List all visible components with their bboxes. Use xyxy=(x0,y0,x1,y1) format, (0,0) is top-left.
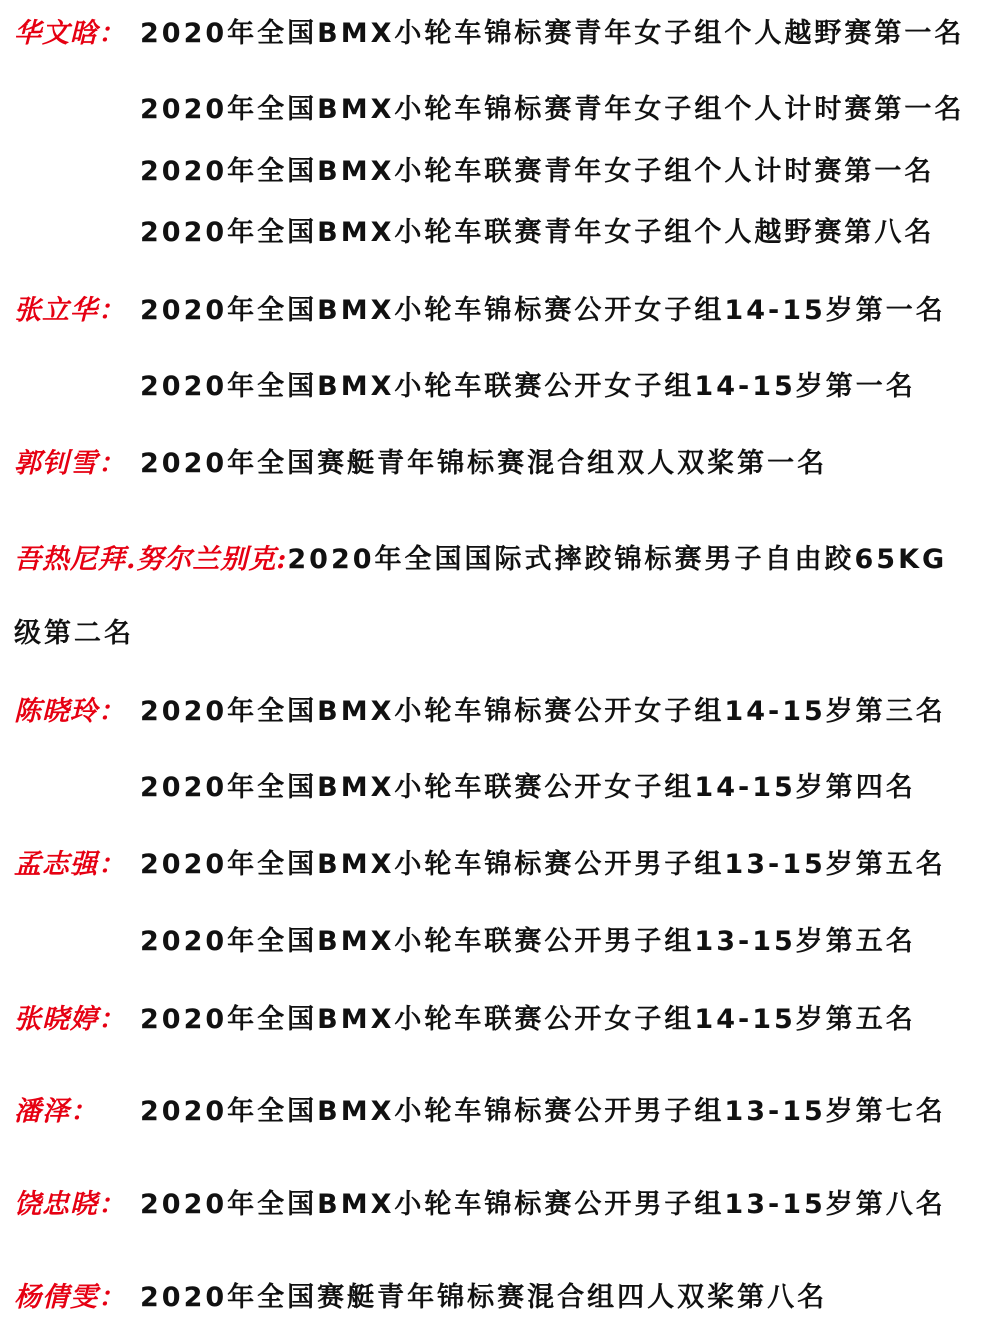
achievement-text: 2020年全国BMX小轮车锦标赛公开男子组13-15岁第五名 xyxy=(140,849,946,880)
achievement-text: 2020年全国BMX小轮车锦标赛公开男子组13-15岁第八名 xyxy=(140,1189,946,1220)
achievement-text: 2020年全国BMX小轮车锦标赛公开女子组14-15岁第一名 xyxy=(140,295,946,326)
athlete-name: 杨倩雯： xyxy=(14,1282,126,1313)
achievement-text: 2020年全国赛艇青年锦标赛混合组双人双桨第一名 xyxy=(140,448,828,479)
athlete-name: 潘泽： xyxy=(14,1096,98,1127)
achievement-text: 2020年全国BMX小轮车联赛青年女子组个人越野赛第八名 xyxy=(140,217,935,248)
achievement-text: 2020年全国国际式摔跤锦标赛男子自由跤65KG xyxy=(287,544,948,575)
athlete-name-inline xyxy=(14,540,947,580)
achievement-text: 2020年全国BMX小轮车锦标赛青年女子组个人计时赛第一名 xyxy=(140,94,965,125)
achievement-text: 2020年全国BMX小轮车联赛青年女子组个人计时赛第一名 xyxy=(140,156,935,187)
achievement-text: 2020年全国BMX小轮车锦标赛公开女子组14-15岁第三名 xyxy=(140,696,946,727)
athlete-name: 张晓婷： xyxy=(14,1004,126,1035)
achievement-text: 2020年全国赛艇青年锦标赛混合组四人双桨第八名 xyxy=(140,1282,828,1313)
achievement-text: 级第二名 xyxy=(14,618,134,649)
achievement-text: 2020年全国BMX小轮车联赛公开女子组14-15岁第四名 xyxy=(140,772,916,803)
athlete-name: 吾热尼拜.努尔兰别克: xyxy=(14,544,288,575)
achievement-text: 2020年全国BMX小轮车联赛公开女子组14-15岁第五名 xyxy=(140,1004,916,1035)
achievement-text: 2020年全国BMX小轮车联赛公开女子组14-15岁第一名 xyxy=(140,371,916,402)
athlete-name: 华文晗： xyxy=(14,18,126,49)
achievement-text: 2020年全国BMX小轮车联赛公开男子组13-15岁第五名 xyxy=(140,926,916,957)
athlete-name: 饶忠晓： xyxy=(14,1189,126,1220)
athlete-name: 陈晓玲： xyxy=(14,696,126,727)
athlete-name: 孟志强： xyxy=(14,849,126,880)
achievement-text: 2020年全国BMX小轮车锦标赛公开男子组13-15岁第七名 xyxy=(140,1096,946,1127)
athlete-name: 郭钊雪： xyxy=(14,448,126,479)
achievement-text: 2020年全国BMX小轮车锦标赛青年女子组个人越野赛第一名 xyxy=(140,18,965,49)
athlete-name: 张立华： xyxy=(14,295,126,326)
